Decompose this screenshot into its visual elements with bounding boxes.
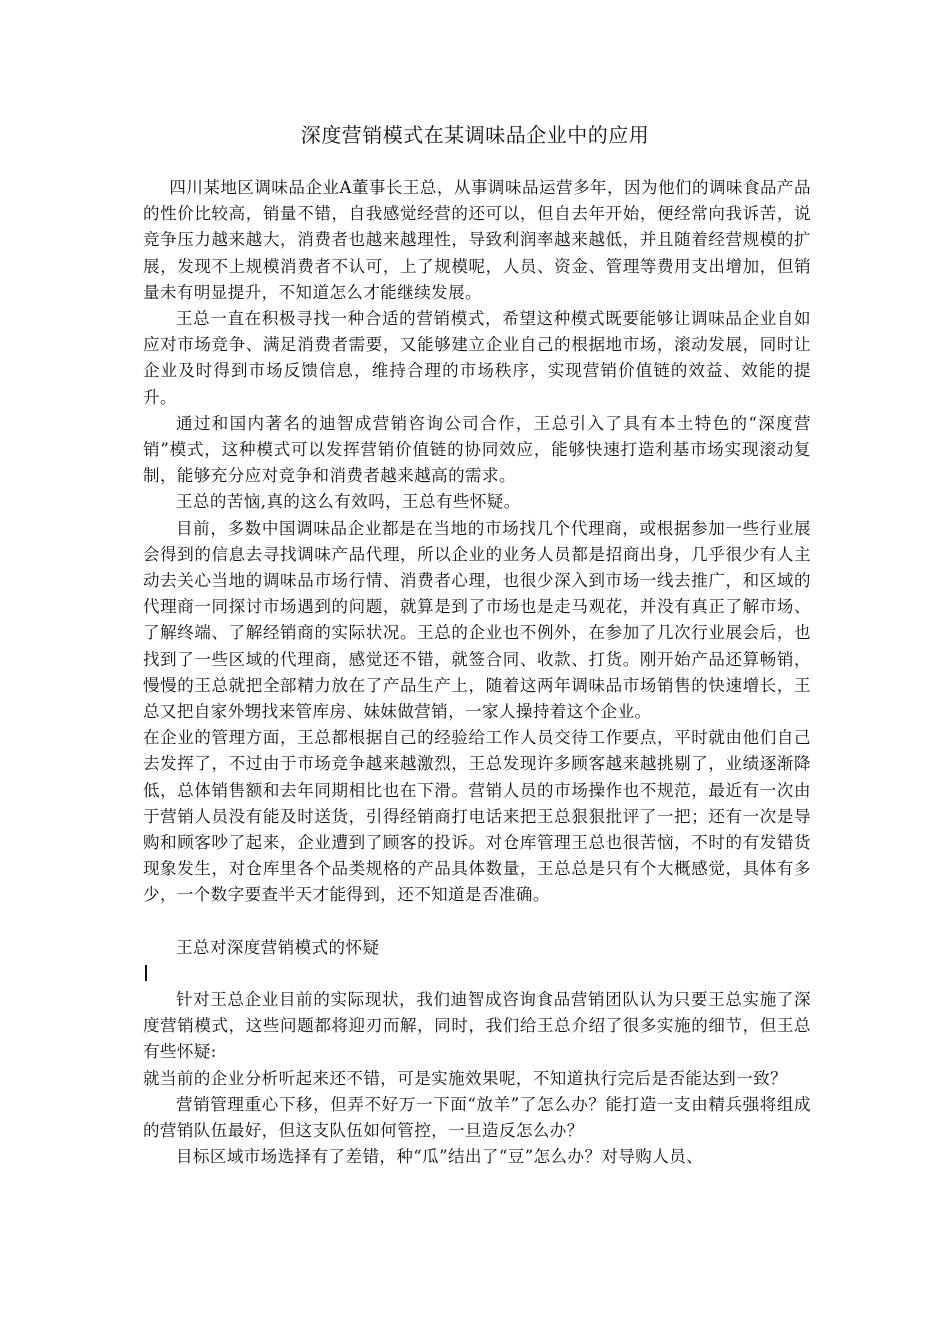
- text-cursor: [145, 965, 147, 981]
- paragraph-doubt: 王总的苦恼,真的这么有效吗，王总有些怀疑。: [176, 492, 521, 512]
- section-heading: 王总对深度营销模式的怀疑: [176, 937, 380, 957]
- paragraph-question-management: 营销管理重心下移，但弄不好万一下面“放羊”了怎么办？能打造一支由精兵强将组成的营销队伍最好，但这支队伍如何管控，一旦造反怎么办？: [143, 1094, 811, 1140]
- text-cursor-line: [143, 961, 811, 987]
- document-title: 深度营销模式在某调味品企业中的应用: [300, 123, 650, 147]
- paragraph-management: 在企业的管理方面，王总都根据自己的经验给工作人员交待工作要点，平时就由他们自己去发挥了，不过由于市场竞争越来越激烈，王总发现许多顾客越来越挑剔了，业绩逐渐降低，总体销售额和去年同期相比也在下滑。营销人员的市场操作也不规范，最近有一次由于营销人员没有能及时送货，引得经销商打电话来把王总狠狠批评了一把；还有一次是导购和顾客吵了起来，企业遭到了顾客的投诉。对仓库管理王总也很苦恼，不时的有发错货现象发生，对仓库里各个品类规格的产品具体数量，王总总是只有个大概感觉，具体有多少，一个数字要查半天才能得到，还不知道是否准确。: [143, 728, 811, 905]
- paragraph-cooperation: 通过和国内著名的迪智成营销咨询公司合作，王总引入了具有本土特色的“深度营销”模式，这种模式可以发挥营销价值链的协同效应，能够快速打造利基市场实现滚动复制，能够充分应对竞争和消费者越来越高的需求。: [143, 413, 811, 486]
- blank-line: [143, 909, 811, 935]
- paragraph-search-model: 王总一直在积极寻找一种合适的营销模式，希望这种模式既要能够让调味品企业自如应对市场竞争、满足消费者需要，又能够建立企业自己的根据地市场，滚动发展，同时让企业及时得到市场反馈信息，维持合理的市场秩序，实现营销价值链的效益、效能的提升。: [143, 309, 811, 407]
- paragraph-team-view: 针对王总企业目前的实际现状，我们迪智成咨询食品营销团队认为只要王总实施了深度营销模式，这些问题都将迎刃而解，同时，我们给王总介绍了很多实施的细节，但王总有些怀疑:: [143, 989, 811, 1062]
- paragraph-intro: 四川某地区调味品企业A董事长王总，从事调味品运营多年，因为他们的调味食品产品的性价比较高，销量不错，自我感觉经营的还可以，但自去年开始，便经常向我诉苦，说竞争压力越来越大，消费者也越来越理性，导致利润率越来越低，并且随着经营规模的扩展，发现不上规模消费者不认可，上了规模呢，人员、资金、管理等费用支出增加，但销量未有明显提升，不知道怎么才能继续发展。: [143, 178, 811, 302]
- document-body: [143, 175, 811, 1170]
- paragraph-current-situation: 目前，多数中国调味品企业都是在当地的市场找几个代理商，或根据参加一些行业展会得到的信息去寻找调味产品代理，所以企业的业务人员都是招商出身，几乎很少有人主动去关心当地的调味品市场行情、消费者心理，也很少深入到市场一线去推广，和区域的代理商一同探讨市场遇到的问题，就算是到了市场也是走马观花，并没有真正了解市场、了解终端、了解经销商的实际状况。王总的企业也不例外，在参加了几次行业展会后，也找到了一些区域的代理商，感觉还不错，就签合同、收款、打货。刚开始产品还算畅销，慢慢的王总就把全部精力放在了产品生产上，随着这两年调味品市场销售的快速增长，王总又把自家外甥找来管库房、妹妹做营销，一家人操持着这个企业。: [143, 518, 811, 722]
- paragraph-question-market: 目标区域市场选择有了差错，种“瓜”结出了“豆”怎么办？对导购人员、: [176, 1147, 704, 1167]
- paragraph-question-effect: 就当前的企业分析听起来还不错，可是实施效果呢，不知道执行完后是否能达到一致？: [143, 1068, 788, 1088]
